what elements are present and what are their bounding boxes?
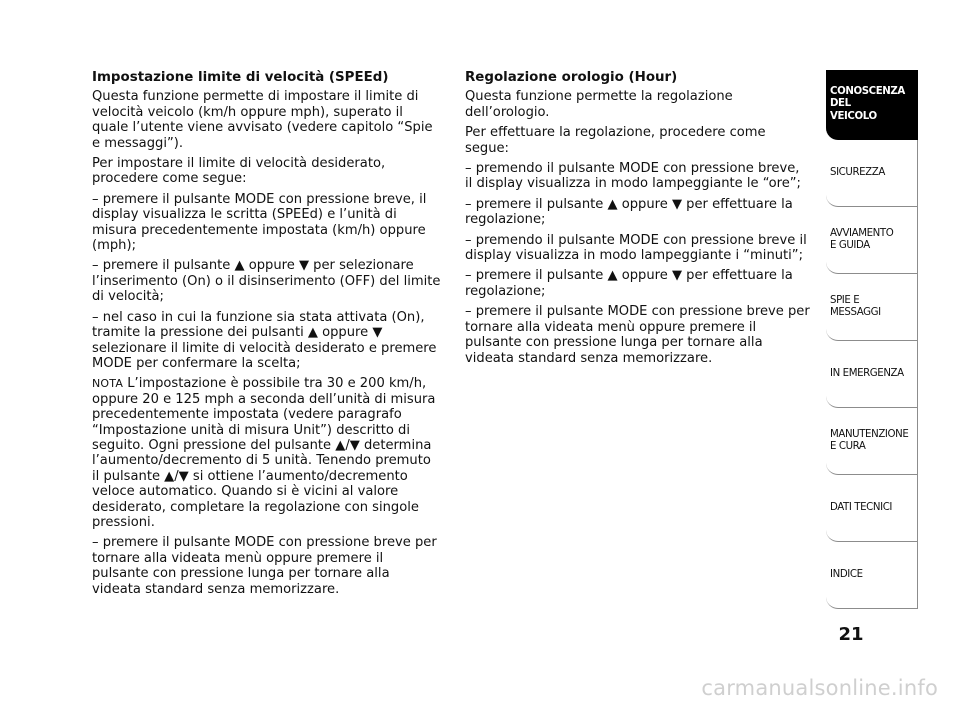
nota-text: L’impostazione è possibile tra 30 e 200 km/h, oppure 20 e 125 mph a seconda dell’unità di misura precedentemente impostata (vedere paragrafo “Impostazione unità di misura Unit”) descritto di seguito. Ogni pressione del pulsante ▲/▼ determina l’aumento/decremento di 5 unità. Tenendo premuto il pulsante ▲/▼ si ottiene l’aumento/decremento veloce automatico. Quando si è vicini al valore desiderato, completare la regolazione con singole pressioni.: [92, 376, 436, 530]
paragraph: – premendo il pulsante MODE con pressione breve, il display visualizza in modo lampeggiante le “ore”;: [465, 161, 801, 192]
paragraph: – premere il pulsante MODE con pressione breve, il display visualizza le scritta (SPEEd) e l’unità di misura precedentemente impostata (km/h) oppure (mph);: [92, 191, 427, 254]
paragraph: Per effettuare la regolazione, procedere come segue:: [465, 125, 766, 156]
section-title-speed-limit: Impostazione limite di velocità (SPEEd): [92, 70, 389, 85]
paragraph: – premere il pulsante ▲ oppure ▼ per selezionare l’inserimento (On) o il disinserimento (OFF) del limite di velocità;: [92, 258, 441, 305]
tab-dati-tecnici[interactable]: DATI TECNICI: [826, 475, 918, 542]
nota-paragraph: [92, 376, 442, 530]
paragraph: – premendo il pulsante MODE con pressione breve il display visualizza in modo lampeggiante i “minuti”;: [465, 232, 807, 264]
nota-label: NOTA: [92, 377, 124, 391]
section-title-clock: Regolazione orologio (Hour): [465, 70, 678, 85]
paragraph: – premere il pulsante ▲ oppure ▼ per effettuare la regolazione;: [465, 196, 793, 228]
watermark: carmanualsonline.info: [701, 676, 938, 700]
paragraph: Questa funzione permette la regolazione dell’orologio.: [465, 89, 733, 120]
right-column: [465, 70, 810, 371]
paragraph: – nel caso in cui la funzione sia stata attivata (On), tramite la pressione dei pulsanti ▲ oppure ▼ selezionare il limite di velocità desiderato e premere MODE per confermare la scelta;: [92, 309, 437, 371]
left-column: [92, 70, 442, 602]
tab-manutenzione-e-cura[interactable]: MANUTENZIONE E CURA: [826, 408, 918, 475]
paragraph: – premere il pulsante ▲ oppure ▼ per effettuare la regolazione;: [465, 268, 793, 299]
tab-indice[interactable]: INDICE: [826, 542, 918, 609]
page-number: 21: [838, 624, 864, 645]
tab-avviamento-e-guida[interactable]: AVVIAMENTO E GUIDA: [826, 207, 918, 274]
tab-conoscenza-del-veicolo[interactable]: CONOSCENZA DEL VEICOLO: [826, 70, 918, 140]
tab-spie-e-messaggi[interactable]: SPIE E MESSAGGI: [826, 274, 918, 341]
paragraph: – premere il pulsante MODE con pressione breve per tornare alla videata menù oppure premere il pulsante con pressione lunga per tornare alla videata standard senza memorizzare.: [465, 304, 810, 366]
chapter-tabs: [826, 70, 918, 609]
paragraph: – premere il pulsante MODE con pressione breve per tornare alla videata menù oppure premere il pulsante con pressione lunga per tornare alla videata standard senza memorizzare.: [92, 535, 437, 597]
tab-sicurezza[interactable]: SICUREZZA: [826, 140, 918, 207]
paragraph: Per impostare il limite di velocità desiderato, procedere come segue:: [92, 156, 386, 187]
tab-in-emergenza[interactable]: IN EMERGENZA: [826, 341, 918, 408]
paragraph: Questa funzione permette di impostare il limite di velocità veicolo (km/h oppure mph), superato il quale l’utente viene avvisato (vedere capitolo “Spie e messaggi”).: [92, 89, 433, 151]
